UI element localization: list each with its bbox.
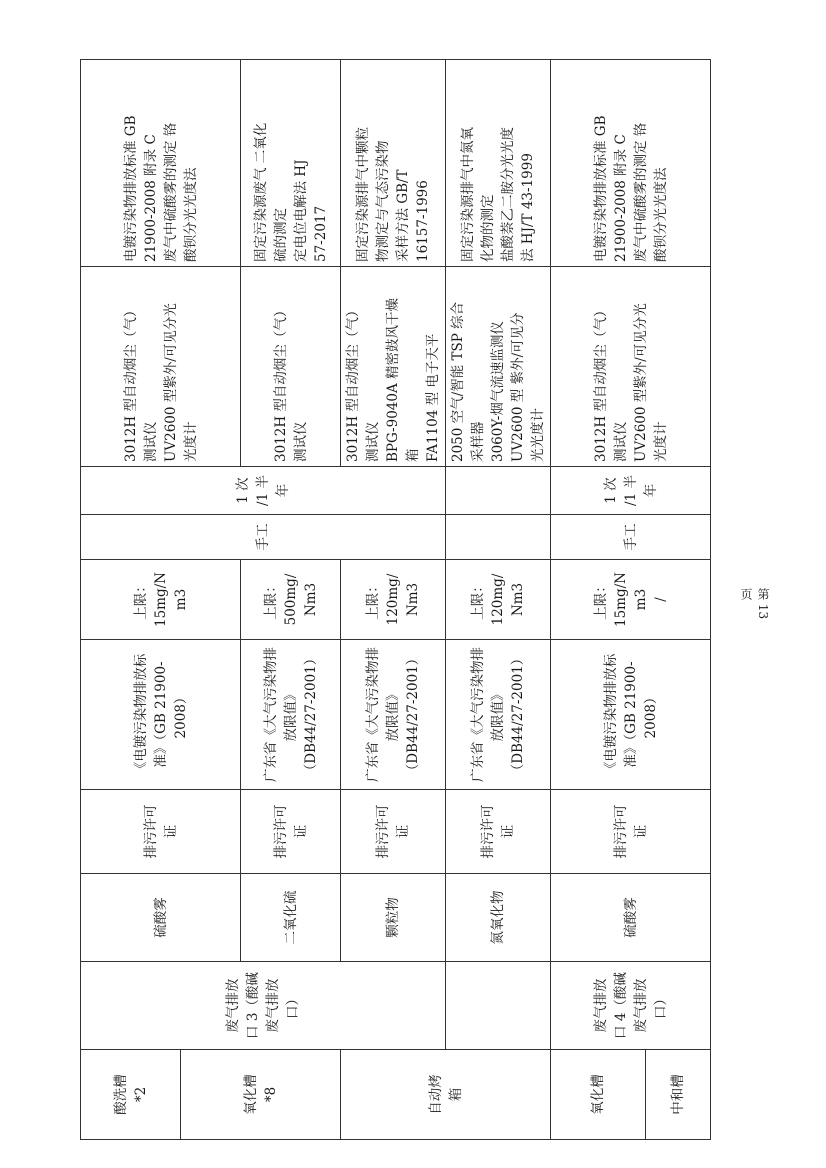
frequency-cell: 1 次 /1 半 年 — [81, 467, 446, 515]
equipment-cell: 中和槽 — [646, 1050, 711, 1140]
standard-cell: 《电镀污染物排放标 准》（GB 21900-2008） — [81, 640, 241, 790]
pollutant-cell: 二氧化硫 — [241, 874, 341, 962]
method-cell — [446, 515, 551, 560]
basis-cell: 排污许可 证 — [446, 790, 551, 874]
equipment-cell: 氧化槽 — [551, 1050, 646, 1140]
table-row — [81, 60, 181, 1140]
outlet-cell: 废气排放 口 4（酸碱 废气排放 口） — [551, 962, 711, 1050]
analysis-cell: 固定污染源排气中颗粒 物测定与气态污染物 采样方法 GB/T 16157-1996 — [341, 60, 446, 267]
standard-cell: 《电镀污染物排放标 准》（GB 21900-2008） — [551, 640, 711, 790]
analysis-cell: 电镀污染物排放标准 GB 21900-2008 附录 C 废气中硫酸雾的测定 铬 酸钡分光光度法 — [551, 60, 711, 267]
instrument-cell: 3012H 型自动烟尘（气） 测试仪 — [241, 267, 341, 467]
limit-cell: 上限： 120mg/ Nm3 — [446, 560, 551, 640]
method-cell: 手工 — [551, 515, 711, 560]
limit-cell: 上限： 15mg/N m3 — [81, 560, 241, 640]
method-cell: 手工 — [81, 515, 446, 560]
standard-cell: 广东省《大气污染物排 放限值》 （DB44/27-2001） — [446, 640, 551, 790]
monitoring-table — [80, 59, 711, 1140]
equipment-cell: 酸洗槽 *2 — [81, 1050, 181, 1140]
outlet-cell — [446, 962, 551, 1050]
instrument-cell: 2050 空气/智能 TSP 综合 采样器 3060Y-烟气流速监测仪 UV2600 型 紫外/可见分 光光度计 — [446, 267, 551, 467]
basis-cell: 排污许可 证 — [81, 790, 241, 874]
standard-cell: 广东省《大气污染物排 放限值》 （DB44/27-2001） — [241, 640, 341, 790]
standard-cell: 广东省《大气污染物排 放限值》 （DB44/27-2001） — [341, 640, 446, 790]
frequency-cell — [446, 467, 551, 515]
analysis-cell: 固定污染源废气 二氧化 硫的测定 定电位电解法 HJ 57-2017 — [241, 60, 341, 267]
pollutant-cell: 硫酸雾 — [81, 874, 241, 962]
table-row — [446, 60, 551, 1140]
pollutant-cell: 氮氧化物 — [446, 874, 551, 962]
analysis-cell: 电镀污染物排放标准 GB 21900-2008 附录 C 废气中硫酸雾的测定 铬 酸钡分光光度法 — [81, 60, 241, 267]
pollutant-cell: 硫酸雾 — [551, 874, 711, 962]
equipment-cell: 氧化槽 *8 — [181, 1050, 341, 1140]
equipment-cell: 自动烤 箱 — [341, 1050, 551, 1140]
instrument-cell: 3012H 型自动烟尘（气） 测试仪 UV2600 型紫外/可见分光 光度计 — [551, 267, 711, 467]
basis-cell: 排污许可 证 — [551, 790, 711, 874]
pollutant-cell: 颗粒物 — [341, 874, 446, 962]
page-number: 第 13 页 — [739, 588, 770, 620]
limit-cell: 上限： 15mg/N m3 / — [551, 560, 711, 640]
table-row — [551, 60, 646, 1140]
basis-cell: 排污许可 证 — [241, 790, 341, 874]
frequency-cell: 1 次 /1 半 年 — [551, 467, 711, 515]
rotated-table-wrapper — [80, 60, 700, 1140]
outlet-cell: 废气排放 口 3（酸碱 废气排放 口） — [81, 962, 446, 1050]
limit-cell: 上限： 120mg/ Nm3 — [341, 560, 446, 640]
analysis-cell: 固定污染源排气中氮氧 化物的测定 盐酸萘乙二胺分光光度 法 HJ/T 43-1999 — [446, 60, 551, 267]
instrument-cell: 3012H 型自动烟尘（气） 测试仪 BPG-9040A 精密鼓风干燥 箱 FA1104 型 电子天平 — [341, 267, 446, 467]
basis-cell: 排污许可 证 — [341, 790, 446, 874]
limit-cell: 上限： 500mg/ Nm3 — [241, 560, 341, 640]
instrument-cell: 3012H 型自动烟尘（气） 测试仪 UV2600 型紫外/可见分光 光度计 — [81, 267, 241, 467]
